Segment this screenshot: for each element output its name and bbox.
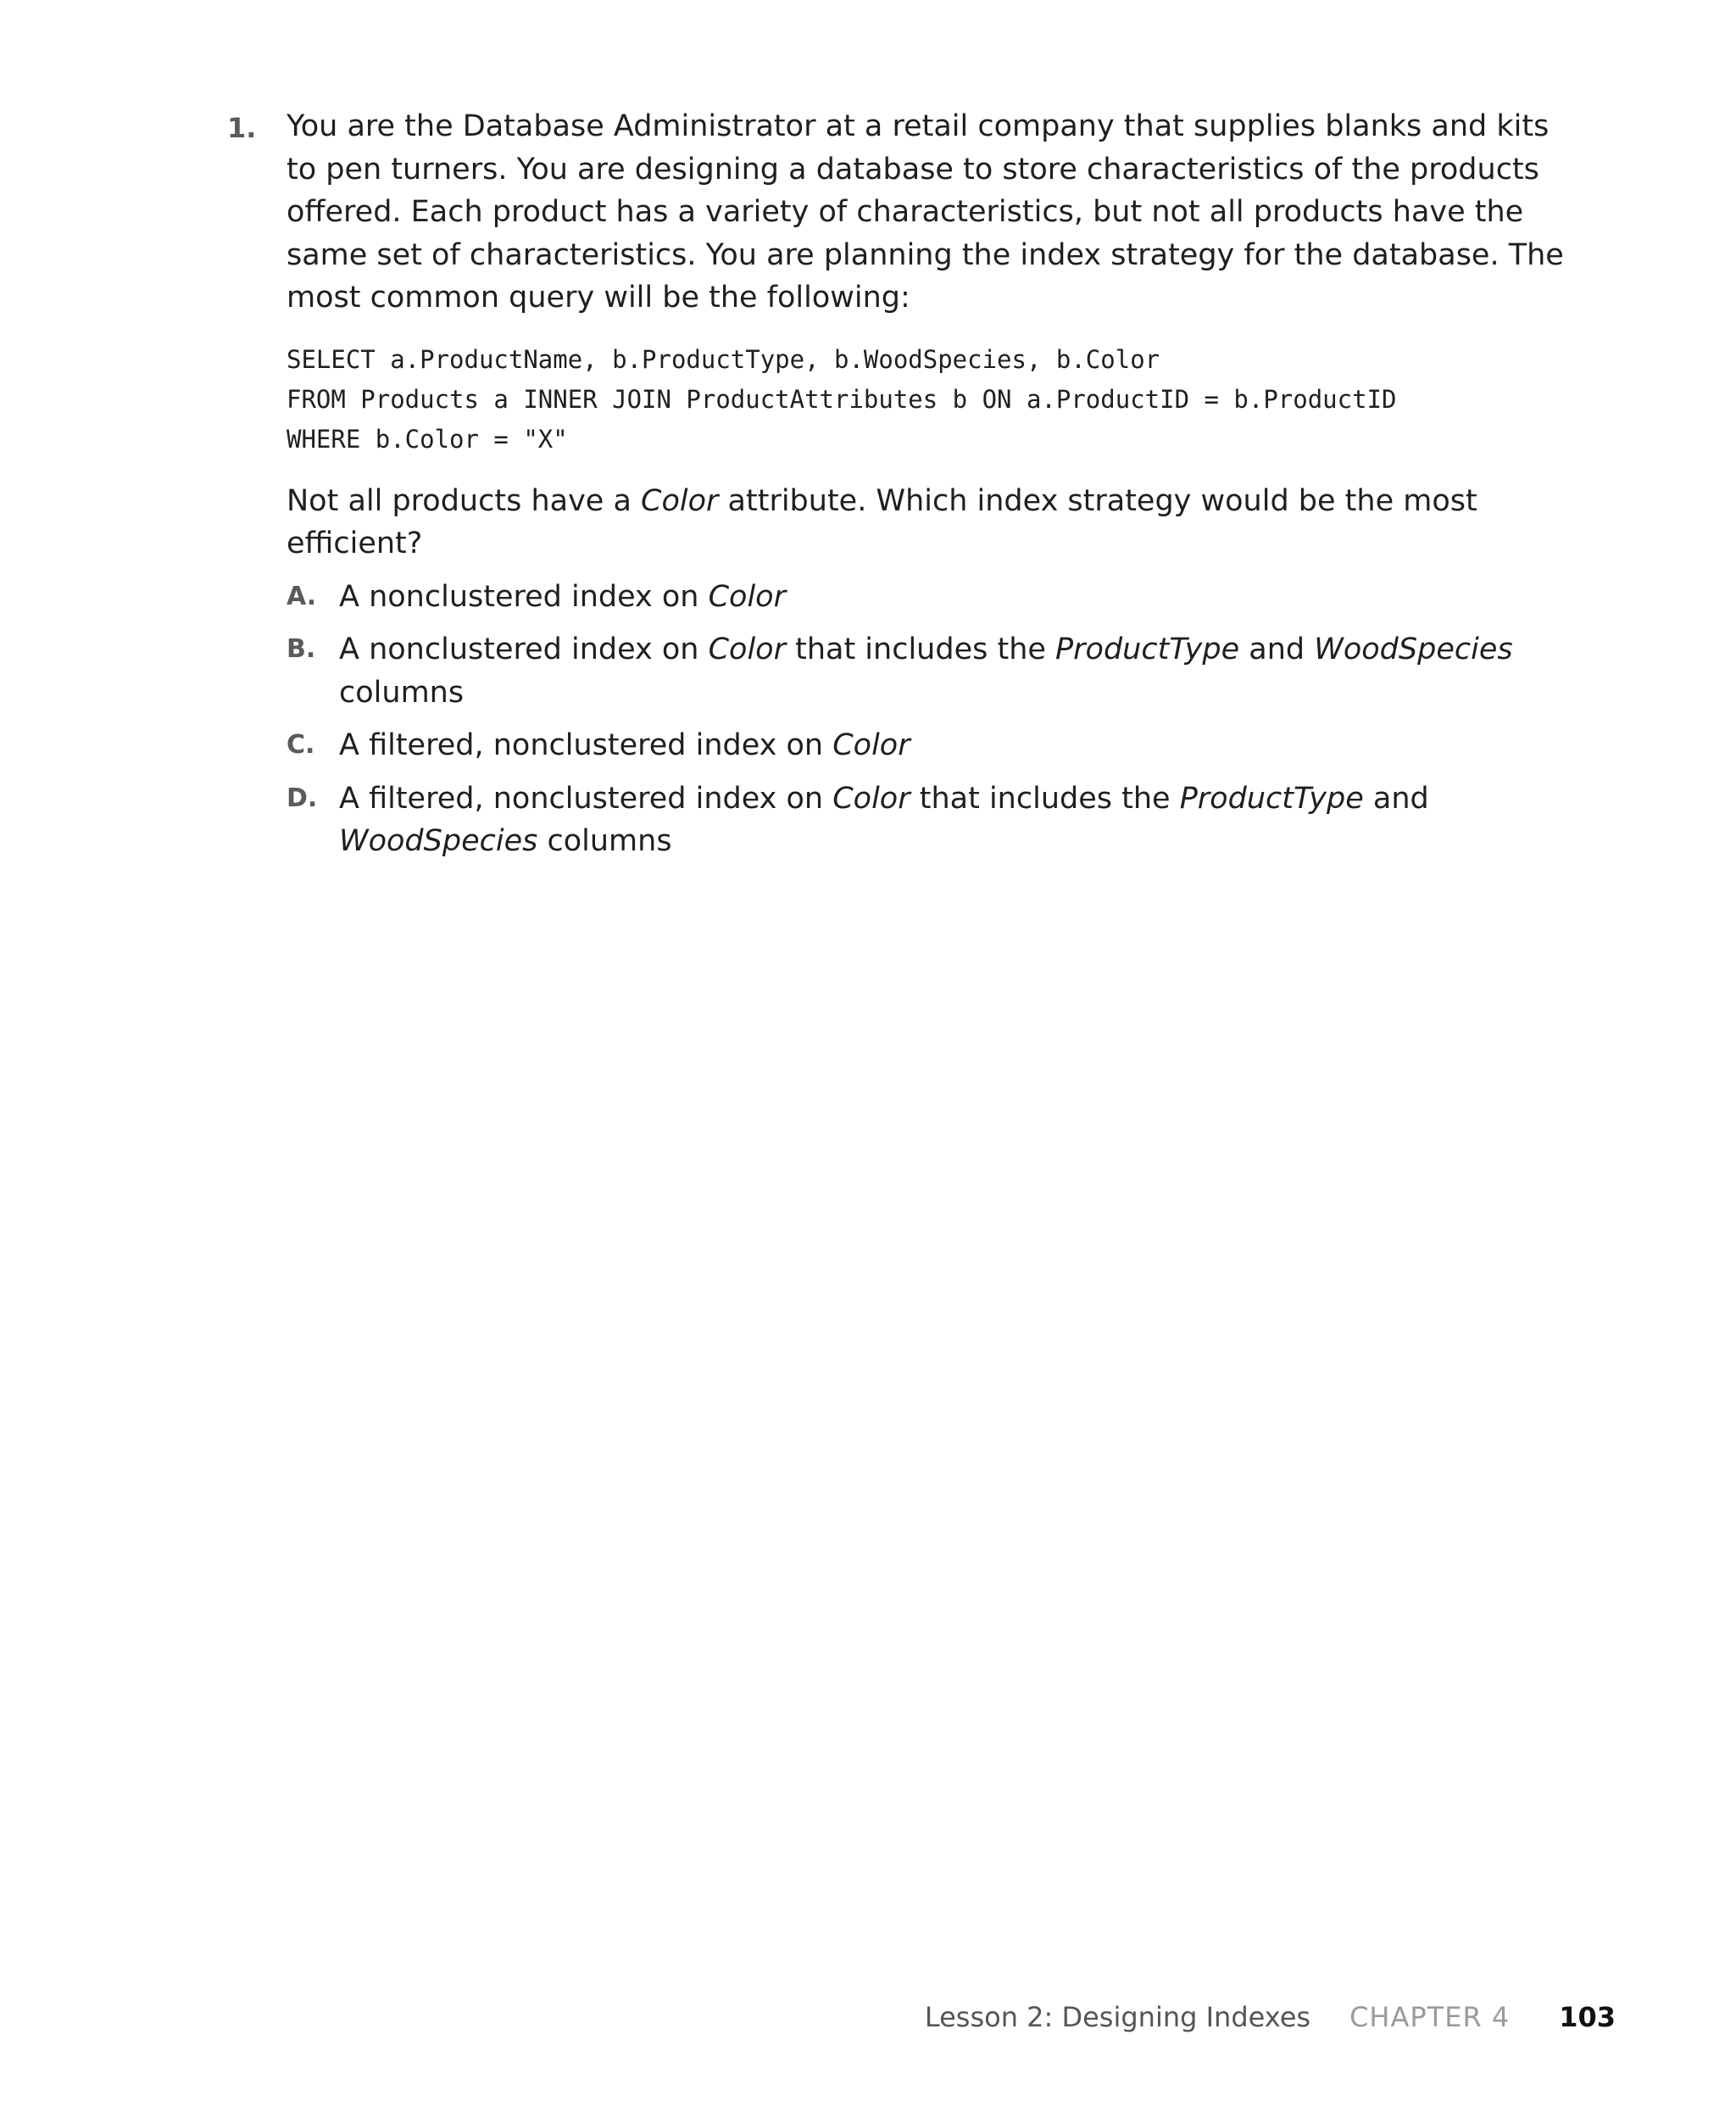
option-text-part: and [1239,633,1315,666]
option-d[interactable] [287,778,1429,863]
option-text-part: and [1363,781,1429,816]
option-italic: Color [832,781,910,816]
option-text [339,778,1429,821]
option-text [339,724,1414,767]
option-a[interactable] [287,576,1414,619]
option-text-part: columns [537,824,672,858]
page-number: 103 [1559,2001,1616,2033]
intro-line: You are the Database Administrator at a retail company that supplies blanks and kits [287,109,1550,143]
option-b[interactable] [287,628,1513,714]
option-italic: Color [708,633,786,666]
question-followup [287,480,1477,566]
intro-line: offered. Each product has a variety of characteristics, but not all products have the [287,195,1524,229]
footer-lesson-title: Lesson 2: Designing Indexes [924,2001,1311,2033]
question-number: 1. [227,112,257,144]
followup-line-1 [287,480,1477,523]
code-line: SELECT a.ProductName, b.ProductType, b.WoodSpecies, b.Color [287,344,1160,374]
footer-chapter: CHAPTER 4 [1349,2001,1511,2033]
code-line: WHERE b.Color = "X" [287,424,568,454]
option-italic: Color [832,728,910,762]
intro-line: same set of characteristics. You are planning the index strategy for the database. The [287,237,1564,272]
option-text-part: A nonclustered index on [339,633,709,666]
option-italic: ProductType [1179,781,1364,816]
code-line: FROM Products a INNER JOIN ProductAttributes b ON a.ProductID = b.ProductID [287,384,1397,414]
followup-line-2: efficient? [287,527,423,560]
option-text-part: A filtered, nonclustered index on [339,728,833,762]
option-italic: WoodSpecies [1314,633,1513,666]
intro-line: most common query will be the following: [287,281,910,315]
option-text-line-2: columns [339,675,465,710]
followup-text: attribute. Which index strategy would be the most [718,483,1477,518]
answer-options [287,576,1513,863]
followup-text: Not all products have a [287,483,642,518]
option-letter: D. [287,783,318,813]
option-italic: ProductType [1055,633,1240,666]
option-text-part: A nonclustered index on [339,579,709,614]
option-italic: Color [708,579,786,614]
page-footer [925,2001,1616,2033]
option-c[interactable] [287,724,1414,767]
option-text-part: A filtered, nonclustered index on [339,781,833,816]
option-text-part: that includes the [785,633,1056,666]
option-text [339,576,1414,619]
question-intro [287,105,1564,320]
option-letter: B. [287,634,316,664]
followup-italic: Color [641,483,719,518]
sql-query-code [287,340,1414,460]
question-body [287,105,1564,873]
option-text [339,628,1513,672]
option-text-part: that includes the [910,781,1180,816]
option-letter: A. [287,581,317,611]
option-italic: WoodSpecies [339,824,538,858]
option-text-line-2 [339,820,1414,863]
intro-line: to pen turners. You are designing a database to store characteristics of the products [287,152,1539,187]
option-letter: C. [287,730,315,760]
